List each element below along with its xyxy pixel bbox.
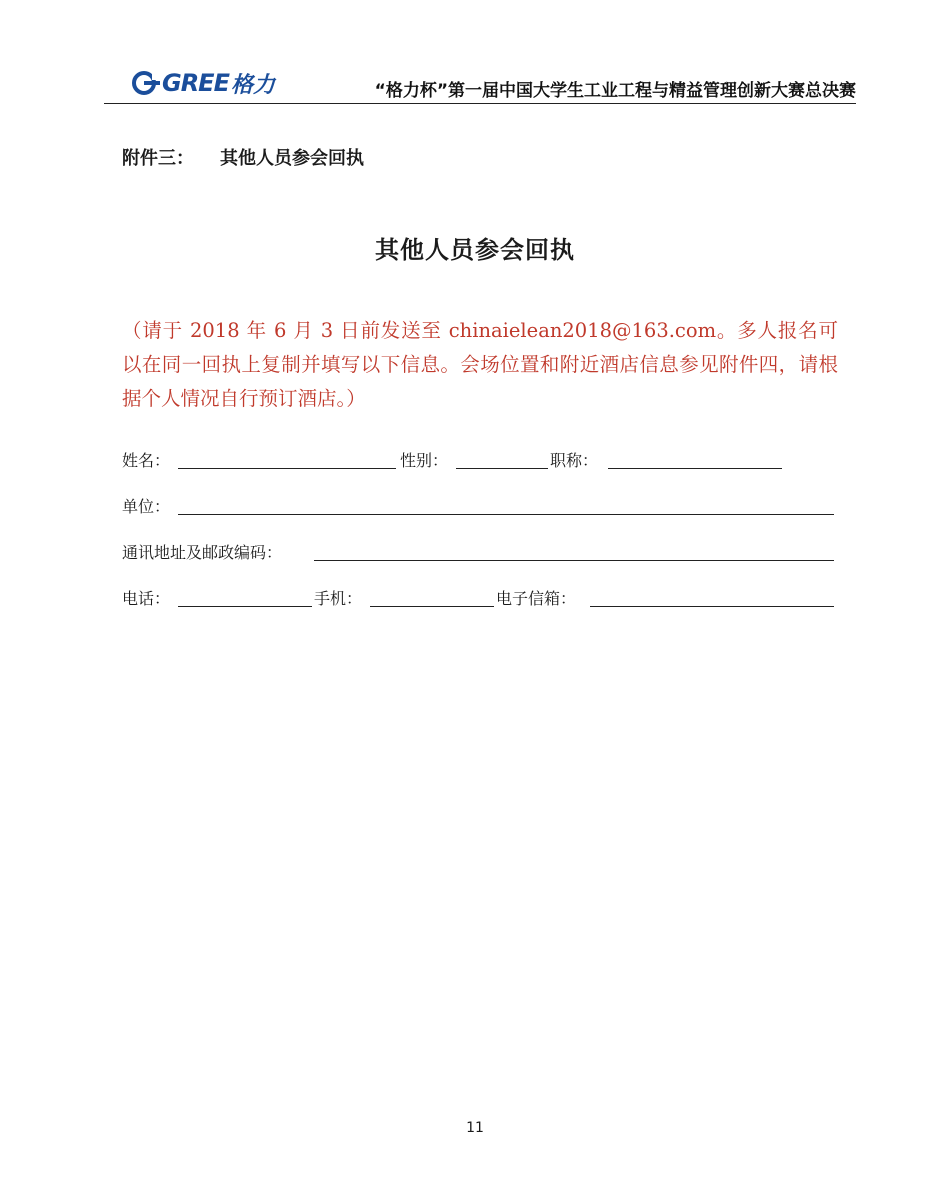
phone-label: 电话：	[122, 589, 171, 608]
gree-logo-icon	[132, 71, 160, 95]
page-title: 其他人员参会回执	[375, 236, 575, 264]
job-title-field[interactable]	[608, 468, 782, 469]
unit-field[interactable]	[178, 514, 834, 515]
address-field[interactable]	[314, 560, 834, 561]
logo-text: GREE	[162, 69, 229, 97]
form-row-unit	[122, 494, 838, 518]
attachment-name: 其他人员参会回执	[220, 148, 364, 169]
page-number: 11	[466, 1120, 484, 1136]
attachment-label: 附件三：	[122, 148, 194, 169]
email-field[interactable]	[590, 606, 834, 607]
attachment-heading	[122, 144, 364, 170]
gender-label: 性别：	[400, 451, 449, 470]
mobile-label: 手机：	[314, 589, 363, 608]
gree-logo	[132, 68, 275, 98]
name-field[interactable]	[178, 468, 396, 469]
form-row-address	[122, 540, 838, 564]
email-label: 电子信箱：	[496, 589, 577, 608]
phone-field[interactable]	[178, 606, 312, 607]
form-row-name	[122, 448, 838, 472]
unit-label: 单位：	[122, 497, 171, 516]
name-label: 姓名：	[122, 451, 171, 470]
notice-text: （请于 2018 年 6 月 3 日前发送至 chinaielean2018@163.com。多人报名可以在同一回执上复制并填写以下信息。会场位置和附近酒店信息参见附件四，请根据个人情况自行预订酒店。）	[122, 319, 838, 410]
form-row-contact	[122, 586, 838, 610]
header-title: “格力杯”第一届中国大学生工业工程与精益管理创新大赛总决赛	[374, 81, 856, 101]
header-divider	[104, 103, 856, 104]
address-label: 通讯地址及邮政编码：	[122, 543, 283, 562]
page-header	[104, 60, 856, 104]
logo-cn-text: 格力	[230, 71, 275, 98]
gender-field[interactable]	[456, 468, 548, 469]
title-label: 职称：	[550, 451, 599, 470]
mobile-field[interactable]	[370, 606, 494, 607]
